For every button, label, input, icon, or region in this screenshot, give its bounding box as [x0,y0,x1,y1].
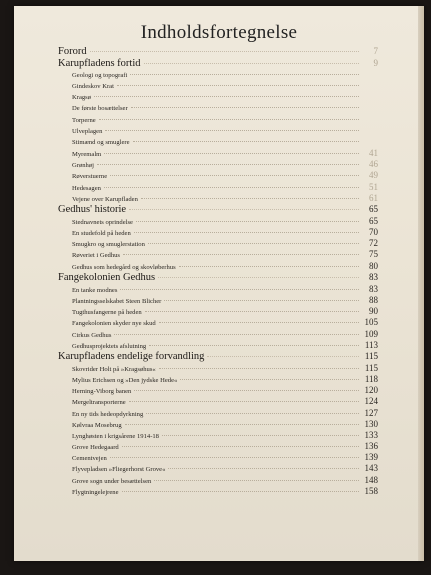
toc-page-number: 7 [373,46,378,56]
page-edge [418,6,424,561]
toc-entry-row [58,340,378,351]
dot-leader [207,356,359,357]
toc-entry-row [58,227,378,238]
toc-entry-label: Stednavnets oprindelse [72,218,133,226]
toc-entry-row [58,182,378,193]
toc-entry-row [58,137,378,148]
toc-entry-row [58,193,378,204]
dot-leader [159,368,359,369]
toc-entry-row [58,441,378,452]
toc-page-number: 127 [364,407,378,418]
toc-entry-label: Kølvraa Mosebrug [72,421,122,429]
toc-page-number: 90 [369,306,378,317]
dot-leader [131,107,359,108]
toc-page-number: 148 [364,474,378,485]
toc-entry-row [58,452,378,463]
dot-leader [154,480,359,481]
toc-entry-row [58,419,378,430]
toc-entry-label: Røveriet i Gedhus [72,252,120,260]
toc-entry-row [58,70,378,81]
toc-entry-row [58,148,378,159]
dot-leader [120,289,359,290]
toc-entry-label: Karupfladens endelige forvandling [58,350,205,362]
toc-page-number: 65 [369,215,378,226]
toc-entry-label: Cementvejen [72,455,107,463]
dot-leader [149,345,359,346]
dot-leader [110,175,359,176]
toc-page-number: 51 [369,181,378,192]
toc-entry-label: Cirkus Gedhus [72,331,112,339]
toc-entry-row [58,92,378,103]
toc-entry-label: Mergeltransporterne [72,399,126,407]
toc-entry-label: Stimænd og smuglere [72,138,130,146]
toc-page-number: 88 [369,294,378,305]
toc-page-number: 139 [364,452,378,463]
toc-section-row [58,351,378,363]
dot-leader [90,51,359,52]
toc-entry-label: Vejene over Karupfladen [72,195,138,203]
toc-entry-row [58,363,378,374]
toc-entry-label: Fangekolonien Gedhus [58,271,156,283]
book-page [14,6,424,561]
dot-leader [148,243,359,244]
dot-leader [129,209,359,210]
toc-page-number: 83 [369,283,378,294]
toc-entry-label: En ny tids hedeopdyrkning [72,410,144,418]
toc-entry-row [58,475,378,486]
toc-entry-row [58,216,378,227]
toc-entry-row [58,261,378,272]
toc-entry-row [58,284,378,295]
toc-entry-row [58,486,378,497]
dot-leader [164,300,359,301]
toc-entry-label: Kragsø [72,94,92,102]
toc-entry-row [58,249,378,260]
toc-page-number: 124 [364,396,378,407]
dot-leader [144,63,359,64]
dot-leader [179,266,359,267]
toc-entry-label: Herning-Viborg banen [72,388,132,396]
toc-entry-label: Gedhus' historie [58,204,127,216]
toc-entry-label: Flygtningelejrene [72,488,119,496]
dot-leader [99,119,359,120]
toc-page-number: 72 [369,238,378,249]
toc-page-number: 115 [364,350,378,361]
toc-entry-label: Flyvepladsen »Fliegerhorst Grove« [72,466,166,474]
dot-leader [145,311,359,312]
toc-entry-label: Gedhusprojektets afslutning [72,342,147,350]
toc-entry-label: Ulveplagen [72,127,103,135]
toc-page-number: 70 [369,227,378,238]
toc-entry-row [58,238,378,249]
dot-leader [162,435,359,436]
dot-leader [130,74,359,75]
dot-leader [117,85,359,86]
toc-entry-label: Forord [58,46,87,57]
dot-leader [168,468,359,469]
toc-entry-label: Tugthusfangerne på heden [72,309,142,317]
toc-page-number: 109 [364,328,378,339]
toc-page-number: 49 [369,170,378,181]
toc-entry-label: Skovrider Holt på »Kragsøhus« [72,365,156,373]
toc-entry-label: Grove sogn under besættelsen [72,477,152,485]
toc-entry-row [58,295,378,306]
toc-entry-label: Myremalm [72,151,102,159]
toc-entry-label: Karupfladens fortid [58,57,141,69]
table-of-contents [58,46,378,497]
toc-entry-label: Geologi og topografi [72,71,128,79]
toc-page-number: 158 [364,485,378,496]
dot-leader [133,141,359,142]
dot-leader [159,322,359,323]
toc-page-number: 136 [364,441,378,452]
toc-entry-label: Røverstuerne [72,173,108,181]
toc-section-row [58,204,378,216]
toc-entry-row [58,463,378,474]
toc-entry-label: Grønhøj [72,162,94,170]
toc-page-number: 65 [369,204,378,215]
toc-entry-row [58,159,378,170]
toc-page-number: 105 [364,317,378,328]
dot-leader [146,413,359,414]
dot-leader [129,401,359,402]
toc-entry-row [58,126,378,137]
toc-entry-row [58,408,378,419]
toc-page-number: 113 [364,339,378,350]
toc-entry-row [58,103,378,114]
toc-page-number: 120 [364,385,378,396]
toc-entry-row [58,329,378,340]
dot-leader [158,277,359,278]
toc-entry-row [58,385,378,396]
toc-entry-row [58,81,378,92]
toc-page-number: 130 [364,418,378,429]
toc-entry-label: Mylius Erichsen og »Den jydske Hede« [72,376,178,384]
toc-entry-row [58,170,378,181]
dot-leader [122,446,359,447]
dot-leader [180,379,359,380]
toc-entry-row [58,430,378,441]
dot-leader [134,232,359,233]
dot-leader [94,96,359,97]
toc-page-number: 41 [369,148,378,159]
dot-leader [141,198,359,199]
toc-page-number: 61 [369,192,378,203]
toc-entry-label: Gindeskov Krat [72,82,114,90]
toc-page-number: 133 [364,429,378,440]
dot-leader [123,254,359,255]
toc-entry-label: De første bosættelser [72,105,128,113]
toc-page-number: 83 [369,271,378,282]
toc-page-number: 115 [364,362,378,373]
toc-entry-label: En studefold på heden [72,230,131,238]
toc-entry-label: Lynghøsten i krigsårene 1914-18 [72,432,159,440]
toc-entry-label: En tanke modnes [72,286,118,294]
toc-entry-label: Smugkro og smuglerstation [72,241,145,249]
toc-entry-row [58,115,378,126]
dot-leader [125,424,359,425]
toc-entry-label: Plantningsselskabet Steen Blicher [72,297,162,305]
toc-page-number: 143 [364,463,378,474]
dot-leader [104,153,359,154]
dot-leader [105,130,359,131]
dot-leader [114,334,359,335]
dot-leader [104,187,359,188]
toc-page-number: 118 [364,373,378,384]
toc-entry-row [58,317,378,328]
toc-section-row [58,272,378,284]
toc-entry-row [58,396,378,407]
toc-page-number: 46 [369,159,378,170]
toc-entry-label: Gedhus som hedegård og skovløberhus [72,263,176,271]
toc-entry-label: Grove Hedegaard [72,444,119,452]
toc-entry-row [58,374,378,385]
dot-leader [97,164,359,165]
toc-entry-label: Fangekolonien skyder nye skud [72,320,156,328]
toc-entry-label: Hedesagen [72,184,101,192]
toc-page-number: 9 [373,57,378,68]
dot-leader [136,221,359,222]
dot-leader [134,390,359,391]
toc-page-number: 75 [369,249,378,260]
toc-entry-label: Torperne [72,116,96,124]
toc-section-row [58,46,378,58]
toc-entry-row [58,306,378,317]
page-title: Indholdsfortegnelse [140,22,298,43]
dot-leader [122,491,359,492]
dot-leader [110,457,359,458]
toc-page-number: 80 [369,260,378,271]
toc-section-row [58,58,378,70]
